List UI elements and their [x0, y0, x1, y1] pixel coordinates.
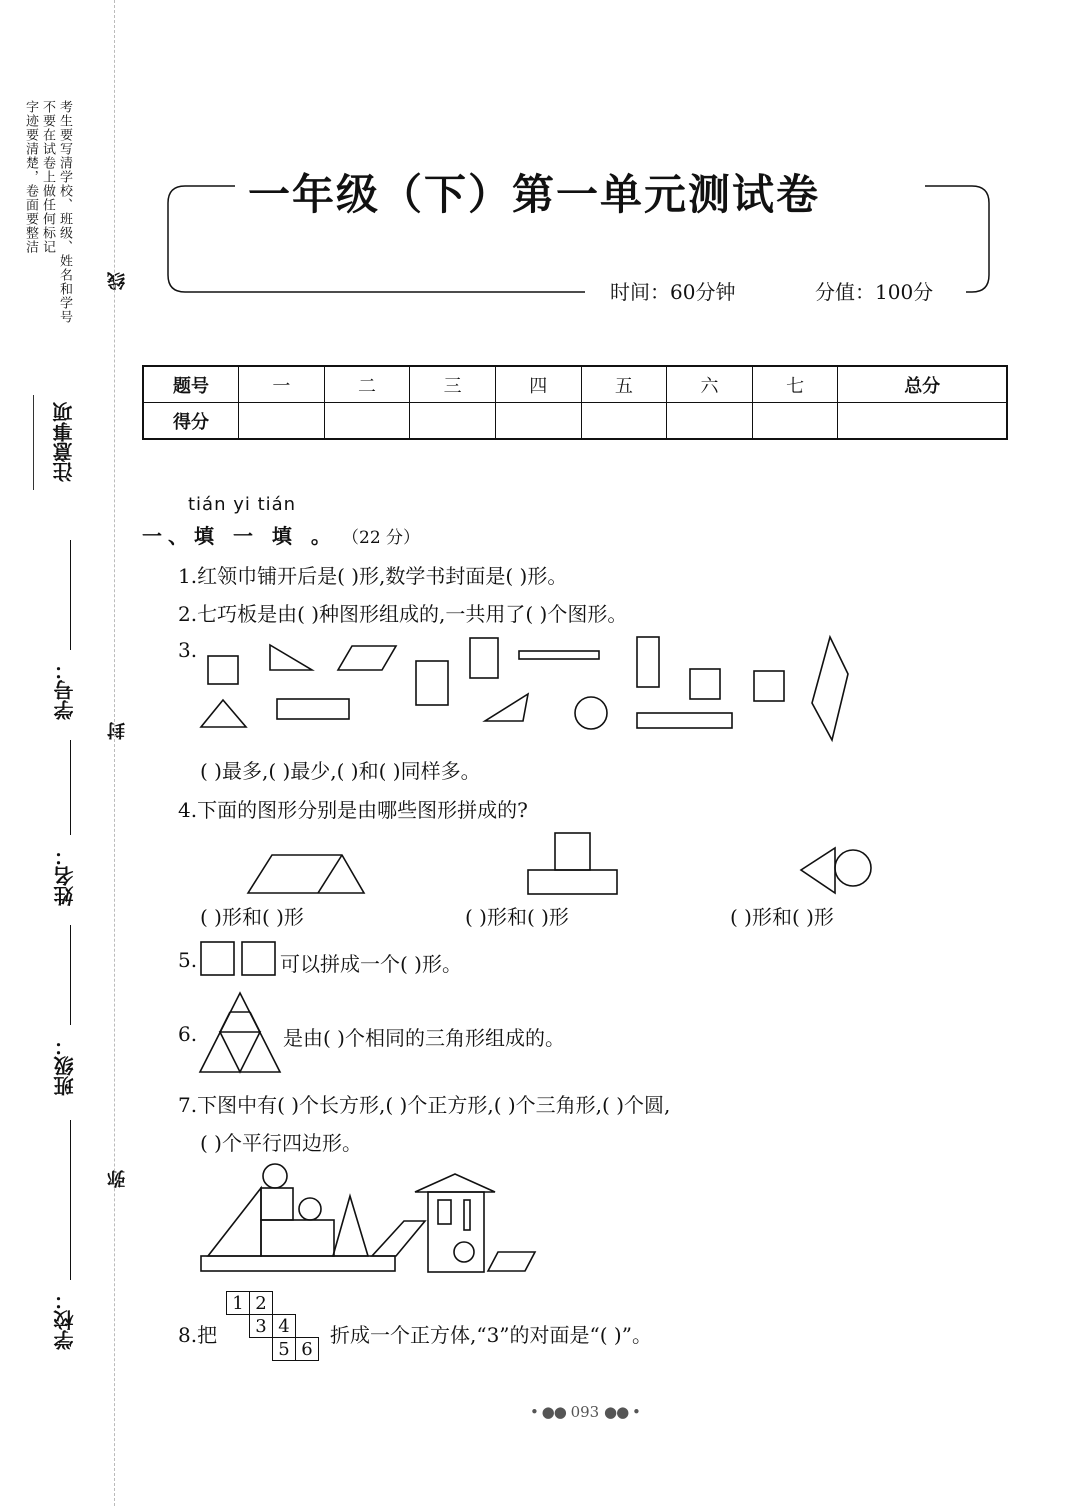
question-7-line-2: ( )个平行四边形。 — [200, 1131, 362, 1155]
score-cell[interactable] — [581, 403, 667, 440]
cube-face: 2 — [250, 1292, 273, 1315]
question-5-number: 5. — [178, 948, 198, 972]
score-cell[interactable] — [495, 403, 581, 440]
cube-face: 4 — [273, 1315, 296, 1338]
score-table-score-row — [143, 403, 1007, 440]
question-5-text: 可以拼成一个( )形。 — [280, 952, 462, 976]
question-4-answer-1: ( )形和( )形 — [200, 905, 304, 929]
square-figure — [555, 833, 590, 870]
page-number: 093 — [570, 1403, 600, 1421]
page-title: 一年级（下）第一单元测试卷 — [248, 170, 821, 219]
question-4: 4.下面的图形分别是由哪些图形拼成的? — [178, 798, 528, 822]
rectangle-shape — [470, 638, 498, 678]
trapezoid-figure — [248, 855, 364, 893]
cut-mark-close: 弥 — [107, 1170, 128, 1188]
table-header-cell: 六 — [667, 366, 753, 403]
question-8-prefix: 8.把 — [178, 1323, 218, 1347]
field-class: 班级： — [53, 1036, 77, 1096]
score-cell[interactable] — [838, 403, 1007, 440]
table-header-cell: 四 — [495, 366, 581, 403]
question-3-number: 3. — [178, 638, 198, 662]
score-cell[interactable] — [410, 403, 496, 440]
table-header-cell: 三 — [410, 366, 496, 403]
square-shape — [754, 671, 784, 701]
circle-figure — [835, 850, 871, 886]
square-shape — [208, 656, 238, 684]
question-7-picture — [0, 0, 1082, 120]
note-2: 不要在试卷上做任何标记 — [40, 100, 55, 254]
field-student-id-line[interactable] — [70, 540, 71, 650]
notes-title: 注意事项 — [52, 402, 76, 482]
field-school: 学校： — [53, 1290, 77, 1350]
page-footer — [530, 1403, 640, 1421]
field-school-line[interactable] — [70, 1120, 71, 1280]
rectangle-shape — [416, 661, 448, 705]
section-heading: 一、填 一 填 。 — [142, 524, 337, 548]
rectangle-shape — [519, 651, 599, 659]
table-header-cell: 五 — [581, 366, 667, 403]
question-6-text: 是由( )个相同的三角形组成的。 — [283, 1026, 565, 1050]
square-shape — [690, 669, 720, 699]
footer-dots-right-icon: ●● • — [604, 1403, 640, 1421]
table-header-cell: 七 — [752, 366, 838, 403]
section-pinyin: tián yi tián — [188, 494, 297, 515]
cube-face: 6 — [296, 1338, 319, 1361]
table-header-cell: 二 — [324, 366, 410, 403]
table-header-cell: 题号 — [143, 366, 239, 403]
footer-dots-left-icon: • ●● — [530, 1403, 566, 1421]
rectangle-shape — [637, 713, 732, 728]
question-4-answer-3: ( )形和( )形 — [730, 905, 834, 929]
circle-shape — [575, 697, 607, 729]
score-cell[interactable] — [239, 403, 325, 440]
triangle-shape — [270, 645, 312, 670]
score-cell[interactable] — [752, 403, 838, 440]
notes-divider — [33, 395, 34, 490]
question-2: 2.七巧板是由( )种图形组成的,一共用了( )个图形。 — [178, 602, 628, 626]
cube-face: 5 — [273, 1338, 296, 1361]
triangle-shape — [485, 694, 528, 721]
time-limit: 时间：60分钟 — [610, 280, 736, 304]
score-cell[interactable] — [324, 403, 410, 440]
question-1: 1.红领巾铺开后是( )形,数学书封面是( )形。 — [178, 564, 568, 588]
parallelogram-shape — [812, 637, 848, 740]
rectangle-figure — [528, 870, 617, 894]
question-7-line-1: 7.下图中有( )个长方形,( )个正方形,( )个三角形,( )个圆, — [178, 1093, 671, 1117]
rectangle-shape — [277, 699, 349, 719]
question-3-answer: ( )最多,( )最少,( )和( )同样多。 — [200, 759, 481, 783]
cube-face: 1 — [227, 1292, 250, 1315]
note-3: 字迹要清楚，卷面要整洁 — [23, 100, 38, 254]
field-name: 姓名： — [53, 846, 77, 906]
field-class-line[interactable] — [70, 925, 71, 1025]
question-8-text: 折成一个正方体,“3”的对面是“( )”。 — [330, 1323, 652, 1347]
field-student-id: 学号： — [53, 660, 77, 720]
score-row-label: 得分 — [143, 403, 239, 440]
parallelogram-shape — [338, 646, 396, 670]
table-header-cell: 总分 — [838, 366, 1007, 403]
cut-mark-line: 线 — [107, 272, 128, 290]
total-score: 分值：100分 — [815, 280, 934, 304]
cube-face: 3 — [250, 1315, 273, 1338]
triangle-figure — [801, 848, 835, 893]
cut-mark-seal: 封 — [107, 722, 128, 740]
section-points: （22 分） — [342, 528, 421, 548]
score-table-header-row — [143, 366, 1007, 403]
score-table — [142, 365, 1008, 440]
score-cell[interactable] — [667, 403, 753, 440]
triangle-shape — [201, 700, 246, 727]
cube-net — [226, 1291, 319, 1361]
table-header-cell: 一 — [239, 366, 325, 403]
question-4-answer-2: ( )形和( )形 — [465, 905, 569, 929]
rectangle-shape — [637, 637, 659, 687]
note-1: 考生要写清学校、班级、姓名和学号 — [57, 100, 72, 324]
question-6-number: 6. — [178, 1022, 198, 1046]
field-name-line[interactable] — [70, 740, 71, 835]
